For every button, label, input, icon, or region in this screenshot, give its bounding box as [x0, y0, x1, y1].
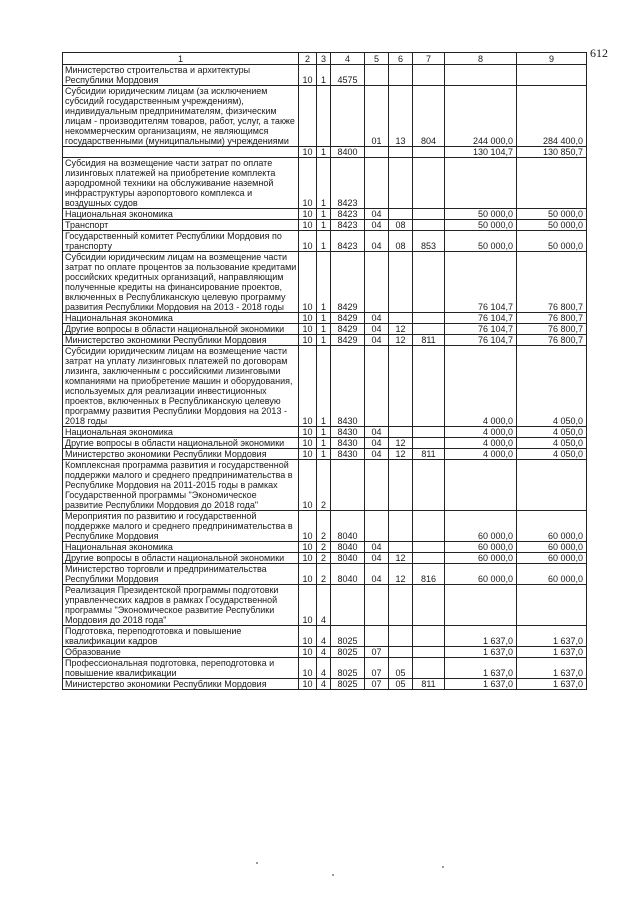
- code-cell: 04: [365, 438, 389, 449]
- amount-cell: 284 400,0: [517, 86, 587, 147]
- amount-cell: 50 000,0: [517, 209, 587, 220]
- code-cell: 2: [317, 564, 331, 585]
- code-cell: 04: [365, 427, 389, 438]
- code-cell: 811: [413, 679, 445, 690]
- amount-cell: 4 000,0: [445, 427, 517, 438]
- code-cell: 07: [365, 658, 389, 679]
- code-cell: 05: [389, 679, 413, 690]
- code-cell: [331, 460, 365, 511]
- code-cell: 13: [389, 86, 413, 147]
- amount-cell: 60 000,0: [445, 542, 517, 553]
- column-header: 7: [413, 53, 445, 65]
- table-row: [63, 658, 587, 679]
- code-cell: 2: [317, 460, 331, 511]
- page-number: 612: [590, 46, 608, 60]
- amount-cell: 1 637,0: [517, 679, 587, 690]
- table-row: [63, 220, 587, 231]
- code-cell: 10: [299, 65, 317, 86]
- code-cell: 10: [299, 231, 317, 252]
- table-body: [63, 53, 587, 690]
- code-cell: 811: [413, 335, 445, 346]
- code-cell: 4: [317, 658, 331, 679]
- amount-cell: 1 637,0: [517, 658, 587, 679]
- amount-cell: 60 000,0: [445, 511, 517, 542]
- row-description: Национальная экономика: [63, 427, 299, 438]
- code-cell: [389, 158, 413, 209]
- code-cell: 2: [317, 511, 331, 542]
- code-cell: [413, 313, 445, 324]
- code-cell: [413, 553, 445, 564]
- code-cell: 8429: [331, 313, 365, 324]
- code-cell: [389, 460, 413, 511]
- code-cell: [365, 460, 389, 511]
- code-cell: [413, 252, 445, 313]
- code-cell: [389, 626, 413, 647]
- code-cell: 1: [317, 231, 331, 252]
- code-cell: 04: [365, 209, 389, 220]
- code-cell: 8025: [331, 658, 365, 679]
- table-row: [63, 346, 587, 427]
- amount-cell: 76 800,7: [517, 324, 587, 335]
- code-cell: [413, 647, 445, 658]
- code-cell: [413, 209, 445, 220]
- code-cell: 04: [365, 313, 389, 324]
- amount-cell: 60 000,0: [445, 564, 517, 585]
- row-description: [63, 147, 299, 158]
- row-description: Другие вопросы в области национальной экономики: [63, 324, 299, 335]
- table-row: [63, 679, 587, 690]
- code-cell: 811: [413, 449, 445, 460]
- amount-cell: 130 850,7: [517, 147, 587, 158]
- table-row: [63, 335, 587, 346]
- code-cell: 04: [365, 449, 389, 460]
- amount-cell: 60 000,0: [517, 542, 587, 553]
- code-cell: 4: [317, 647, 331, 658]
- table-row: [63, 231, 587, 252]
- code-cell: 8040: [331, 564, 365, 585]
- amount-cell: 1 637,0: [445, 626, 517, 647]
- code-cell: 8429: [331, 252, 365, 313]
- row-description: Государственный комитет Республики Мордовия по транспорту: [63, 231, 299, 252]
- amount-cell: 76 104,7: [445, 252, 517, 313]
- row-description: Реализация Президентской программы подготовки управленческих кадров в рамках Государственной программы "Экономическое развитие Республики Мордовия до 2018 года": [63, 585, 299, 626]
- code-cell: [389, 647, 413, 658]
- code-cell: [413, 147, 445, 158]
- amount-cell: 4 000,0: [445, 449, 517, 460]
- code-cell: 10: [299, 346, 317, 427]
- code-cell: 8430: [331, 346, 365, 427]
- code-cell: 8429: [331, 324, 365, 335]
- column-header: 9: [517, 53, 587, 65]
- row-description: Комплексная программа развития и государственной поддержки малого и среднего предпринимательства в Республике Мордовия на 2011-2015 годы в рамках Государственной программы "Экономическое развитие Республики Мордовия до 2018 года": [63, 460, 299, 511]
- code-cell: 10: [299, 147, 317, 158]
- code-cell: [389, 427, 413, 438]
- code-cell: 1: [317, 147, 331, 158]
- table-row: [63, 647, 587, 658]
- row-description: Подготовка, переподготовка и повышение квалификации кадров: [63, 626, 299, 647]
- amount-cell: 4 050,0: [517, 438, 587, 449]
- amount-cell: 76 104,7: [445, 313, 517, 324]
- amount-cell: [445, 65, 517, 86]
- code-cell: 10: [299, 209, 317, 220]
- row-description: Министерство торговли и предпринимательства Республики Мордовия: [63, 564, 299, 585]
- table-row: [63, 147, 587, 158]
- column-header: 5: [365, 53, 389, 65]
- code-cell: 10: [299, 564, 317, 585]
- code-cell: [413, 346, 445, 427]
- code-cell: 07: [365, 679, 389, 690]
- code-cell: 8430: [331, 427, 365, 438]
- code-cell: 04: [365, 553, 389, 564]
- code-cell: 05: [389, 658, 413, 679]
- code-cell: 10: [299, 158, 317, 209]
- row-description: Национальная экономика: [63, 313, 299, 324]
- code-cell: 8400: [331, 147, 365, 158]
- column-header: 4: [331, 53, 365, 65]
- code-cell: 10: [299, 449, 317, 460]
- row-description: Профессиональная подготовка, переподготовка и повышение квалификации: [63, 658, 299, 679]
- row-description: Образование: [63, 647, 299, 658]
- table-row: [63, 158, 587, 209]
- code-cell: 04: [365, 231, 389, 252]
- row-description: Национальная экономика: [63, 209, 299, 220]
- table-row: [63, 626, 587, 647]
- code-cell: [317, 86, 331, 147]
- table-row: [63, 86, 587, 147]
- code-cell: 8430: [331, 438, 365, 449]
- amount-cell: [517, 158, 587, 209]
- code-cell: 1: [317, 335, 331, 346]
- code-cell: [389, 209, 413, 220]
- code-cell: 10: [299, 626, 317, 647]
- code-cell: 10: [299, 647, 317, 658]
- code-cell: 853: [413, 231, 445, 252]
- code-cell: 10: [299, 313, 317, 324]
- code-cell: [413, 438, 445, 449]
- code-cell: 08: [389, 220, 413, 231]
- amount-cell: 76 800,7: [517, 252, 587, 313]
- code-cell: [365, 158, 389, 209]
- code-cell: 8025: [331, 626, 365, 647]
- table-row: [63, 209, 587, 220]
- amount-cell: 60 000,0: [517, 553, 587, 564]
- row-description: Субсидия на возмещение части затрат по оплате лизинговых платежей на приобретение комплекта аэродромной техники на обслуживание наземной инфраструктуры аэропортового комплекса и воздушных судов: [63, 158, 299, 209]
- amount-cell: 1 637,0: [445, 647, 517, 658]
- code-cell: 4: [317, 626, 331, 647]
- code-cell: [413, 658, 445, 679]
- code-cell: 8423: [331, 220, 365, 231]
- code-cell: 07: [365, 647, 389, 658]
- code-cell: 10: [299, 460, 317, 511]
- table-row: [63, 460, 587, 511]
- scan-speck: [332, 874, 334, 876]
- amount-cell: 130 104,7: [445, 147, 517, 158]
- column-header: 6: [389, 53, 413, 65]
- code-cell: 1: [317, 209, 331, 220]
- code-cell: 10: [299, 335, 317, 346]
- code-cell: 1: [317, 158, 331, 209]
- code-cell: 2: [317, 553, 331, 564]
- row-description: Министерство строительства и архитектуры Республики Мордовия: [63, 65, 299, 86]
- amount-cell: [445, 585, 517, 626]
- code-cell: 1: [317, 438, 331, 449]
- amount-cell: 60 000,0: [517, 564, 587, 585]
- table-row: [63, 585, 587, 626]
- amount-cell: [445, 460, 517, 511]
- column-header: 1: [63, 53, 299, 65]
- code-cell: 8423: [331, 158, 365, 209]
- code-cell: 8423: [331, 209, 365, 220]
- table-row: [63, 553, 587, 564]
- code-cell: [365, 65, 389, 86]
- code-cell: 1: [317, 427, 331, 438]
- scan-speck: [442, 866, 444, 868]
- row-description: Субсидии юридическим лицам (за исключением субсидий государственным учреждениям), индивидуальным предпринимателям, физическим лицам - производителям товаров, работ, услуг, а также некоммерческим организациям, не являющимся государственными (муниципальными) учреждениями: [63, 86, 299, 147]
- code-cell: 10: [299, 585, 317, 626]
- row-description: Другие вопросы в области национальной экономики: [63, 438, 299, 449]
- code-cell: [389, 252, 413, 313]
- amount-cell: [517, 460, 587, 511]
- code-cell: [299, 86, 317, 147]
- code-cell: 04: [365, 335, 389, 346]
- amount-cell: 4 050,0: [517, 346, 587, 427]
- row-description: Мероприятия по развитию и государственной поддержке малого и среднего предпринимательства в Республике Мордовия: [63, 511, 299, 542]
- code-cell: 2: [317, 542, 331, 553]
- code-cell: 8430: [331, 449, 365, 460]
- code-cell: 08: [389, 231, 413, 252]
- scan-speck: [256, 862, 258, 864]
- code-cell: 8040: [331, 542, 365, 553]
- table-row: [63, 449, 587, 460]
- row-description: Транспорт: [63, 220, 299, 231]
- row-description: Национальная экономика: [63, 542, 299, 553]
- amount-cell: [517, 585, 587, 626]
- code-cell: 10: [299, 438, 317, 449]
- code-cell: 1: [317, 324, 331, 335]
- column-header-row: [63, 53, 587, 65]
- amount-cell: 1 637,0: [445, 658, 517, 679]
- amount-cell: 60 000,0: [517, 511, 587, 542]
- row-description: Другие вопросы в области национальной экономики: [63, 553, 299, 564]
- code-cell: 804: [413, 86, 445, 147]
- amount-cell: 50 000,0: [445, 209, 517, 220]
- code-cell: 04: [365, 542, 389, 553]
- code-cell: 8025: [331, 647, 365, 658]
- code-cell: [365, 147, 389, 158]
- code-cell: 4: [317, 585, 331, 626]
- code-cell: 10: [299, 679, 317, 690]
- code-cell: [413, 65, 445, 86]
- code-cell: 04: [365, 220, 389, 231]
- table-row: [63, 252, 587, 313]
- code-cell: 1: [317, 65, 331, 86]
- amount-cell: 1 637,0: [445, 679, 517, 690]
- amount-cell: [445, 158, 517, 209]
- code-cell: [413, 158, 445, 209]
- code-cell: 1: [317, 220, 331, 231]
- code-cell: [365, 252, 389, 313]
- amount-cell: 4 000,0: [445, 438, 517, 449]
- amount-cell: 76 104,7: [445, 335, 517, 346]
- code-cell: 8025: [331, 679, 365, 690]
- row-description: Субсидии юридическим лицам на возмещение части затрат по оплате процентов за пользование кредитами российских кредитных организаций, направляющим полученные кредиты на финансирование проектов, включенных в Республиканскую целевую программу развития Республики Мордовия на 2013 - 2018 годы: [63, 252, 299, 313]
- table-row: [63, 542, 587, 553]
- code-cell: [365, 511, 389, 542]
- amount-cell: [517, 65, 587, 86]
- code-cell: [389, 346, 413, 427]
- column-header: 8: [445, 53, 517, 65]
- code-cell: 10: [299, 252, 317, 313]
- table-row: [63, 324, 587, 335]
- code-cell: 816: [413, 564, 445, 585]
- code-cell: 12: [389, 335, 413, 346]
- row-description: Министерство экономики Республики Мордовия: [63, 335, 299, 346]
- code-cell: 10: [299, 324, 317, 335]
- row-description: Субсидии юридическим лицам на возмещение части затрат на уплату лизинговых платежей по договорам лизинга, заключенным с российскими лизинговыми компаниями на приобретение машин и оборудования, используемых для реализации инвестиционных проектов, включенных в Республиканскую целевую программу развития Республики Мордовия на 2013 - 2018 годы: [63, 346, 299, 427]
- amount-cell: 50 000,0: [445, 231, 517, 252]
- code-cell: [413, 585, 445, 626]
- row-description: Министерство экономики Республики Мордовия: [63, 679, 299, 690]
- amount-cell: 50 000,0: [517, 231, 587, 252]
- code-cell: [413, 511, 445, 542]
- code-cell: [365, 585, 389, 626]
- code-cell: 12: [389, 324, 413, 335]
- amount-cell: 244 000,0: [445, 86, 517, 147]
- code-cell: [413, 427, 445, 438]
- column-header: 2: [299, 53, 317, 65]
- code-cell: [389, 511, 413, 542]
- code-cell: [413, 626, 445, 647]
- code-cell: 8040: [331, 511, 365, 542]
- code-cell: 1: [317, 252, 331, 313]
- code-cell: [331, 86, 365, 147]
- code-cell: 10: [299, 542, 317, 553]
- code-cell: 1: [317, 346, 331, 427]
- table-row: [63, 438, 587, 449]
- code-cell: 10: [299, 658, 317, 679]
- budget-table: [62, 52, 587, 690]
- column-header: 3: [317, 53, 331, 65]
- table-row: [63, 427, 587, 438]
- table-row: [63, 511, 587, 542]
- amount-cell: 4 050,0: [517, 449, 587, 460]
- code-cell: 12: [389, 553, 413, 564]
- code-cell: [413, 220, 445, 231]
- code-cell: 1: [317, 449, 331, 460]
- code-cell: [389, 65, 413, 86]
- table-row: [63, 313, 587, 324]
- code-cell: [389, 585, 413, 626]
- code-cell: [413, 460, 445, 511]
- code-cell: 8429: [331, 335, 365, 346]
- code-cell: 10: [299, 427, 317, 438]
- amount-cell: 50 000,0: [517, 220, 587, 231]
- code-cell: 1: [317, 313, 331, 324]
- amount-cell: 60 000,0: [445, 553, 517, 564]
- code-cell: [389, 542, 413, 553]
- code-cell: [413, 324, 445, 335]
- code-cell: [389, 313, 413, 324]
- amount-cell: 4 050,0: [517, 427, 587, 438]
- code-cell: 12: [389, 564, 413, 585]
- row-description: Министерство экономики Республики Мордовия: [63, 449, 299, 460]
- amount-cell: 76 800,7: [517, 335, 587, 346]
- code-cell: 12: [389, 438, 413, 449]
- code-cell: [389, 147, 413, 158]
- code-cell: 01: [365, 86, 389, 147]
- table-row: [63, 65, 587, 86]
- code-cell: 8423: [331, 231, 365, 252]
- code-cell: [413, 542, 445, 553]
- code-cell: [331, 585, 365, 626]
- code-cell: 4575: [331, 65, 365, 86]
- code-cell: 04: [365, 324, 389, 335]
- amount-cell: 4 000,0: [445, 346, 517, 427]
- amount-cell: 76 104,7: [445, 324, 517, 335]
- code-cell: [365, 346, 389, 427]
- code-cell: 12: [389, 449, 413, 460]
- amount-cell: 1 637,0: [517, 626, 587, 647]
- code-cell: [365, 626, 389, 647]
- code-cell: 8040: [331, 553, 365, 564]
- table-row: [63, 564, 587, 585]
- code-cell: 10: [299, 220, 317, 231]
- amount-cell: 50 000,0: [445, 220, 517, 231]
- code-cell: 04: [365, 564, 389, 585]
- amount-cell: 76 800,7: [517, 313, 587, 324]
- code-cell: 4: [317, 679, 331, 690]
- amount-cell: 1 637,0: [517, 647, 587, 658]
- code-cell: 10: [299, 553, 317, 564]
- code-cell: 10: [299, 511, 317, 542]
